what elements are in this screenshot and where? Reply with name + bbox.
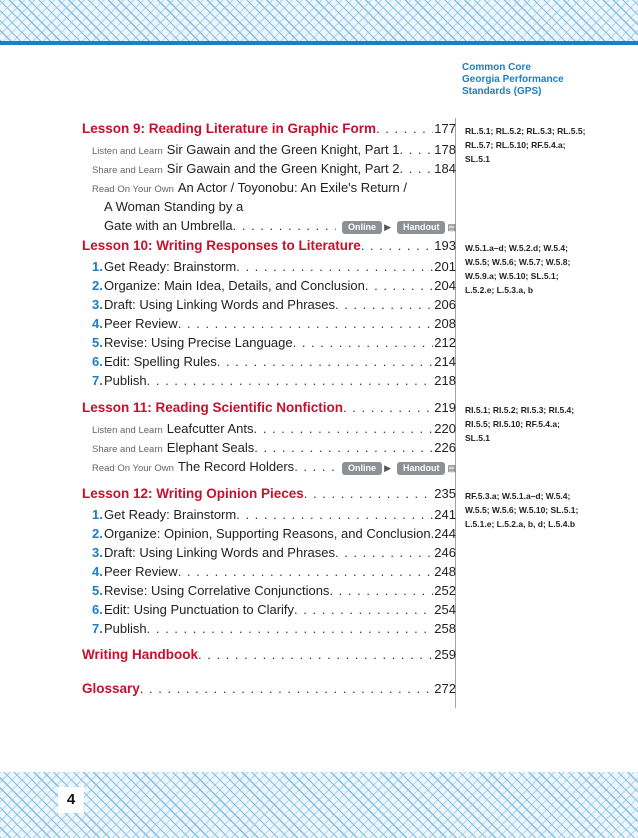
lesson-title-row[interactable] (82, 235, 456, 257)
page-number: 241 (434, 507, 456, 522)
page-number: 258 (434, 621, 456, 636)
item-number: 7. (92, 373, 103, 388)
lesson-9 (82, 118, 456, 235)
section-tag: Listen and Learn (92, 146, 163, 157)
standards-line: RL.5.7; RL.5.10; RF.5.4.a; (465, 140, 566, 150)
handout-badge[interactable]: Handout (397, 462, 446, 475)
dot-leader (399, 140, 433, 159)
item-title: Edit: Using Punctuation to Clarify (104, 602, 295, 617)
lesson-12-standards (465, 489, 605, 531)
item-title: Organize: Opinion, Supporting Reasons, and Conclusion (104, 526, 431, 541)
standards-header (462, 62, 592, 98)
toc-item[interactable] (82, 140, 456, 159)
toc-item[interactable] (82, 438, 456, 457)
section-tag: Share and Learn (92, 444, 163, 455)
toc-item[interactable] (82, 419, 456, 438)
item-number: 2. (92, 526, 103, 541)
section-tag: Read On Your Own (92, 184, 174, 195)
dot-leader (217, 352, 434, 371)
item-title: The Record Holders (177, 459, 295, 474)
lesson-title-row[interactable] (82, 483, 456, 505)
item-number: 4. (92, 316, 103, 331)
dot-leader (147, 371, 434, 390)
handout-icon: ▤ (447, 222, 456, 232)
lesson-12 (82, 483, 456, 638)
toc-item[interactable] (82, 314, 456, 333)
page-number: 219 (434, 400, 456, 415)
item-number: 5. (92, 583, 103, 598)
online-badge[interactable]: Online (342, 221, 382, 234)
toc-item[interactable] (82, 352, 456, 371)
item-title: Peer Review (104, 316, 178, 331)
online-icon: ▶ (384, 222, 391, 232)
lesson-11 (82, 397, 456, 476)
lesson-title: Lesson 11: Reading Scientific Nonfiction (82, 400, 344, 415)
standards-line: RL.5.1; RL.5.2; RL.5.3; RL.5.5; (465, 126, 586, 136)
toc-item[interactable] (82, 276, 456, 295)
item-title: Sir Gawain and the Green Knight, Part 2 (166, 161, 400, 176)
dot-leader (233, 216, 336, 235)
page-number: 248 (434, 564, 456, 579)
item-number: 6. (92, 354, 103, 369)
dot-leader (178, 314, 434, 333)
lesson-10 (82, 235, 456, 390)
page-number: 220 (434, 421, 456, 436)
section-tag: Listen and Learn (92, 425, 163, 436)
standards-line: W.5.5; W.5.6; W.5.10; SL.5.1; (465, 505, 579, 515)
dot-leader (304, 483, 434, 505)
toc-item-continued (82, 197, 456, 216)
item-title: Sir Gawain and the Green Knight, Part 1 (166, 142, 400, 157)
dot-leader (376, 118, 433, 140)
lesson-title: Lesson 10: Writing Responses to Literature (82, 238, 361, 253)
bottom-pattern-band (0, 772, 638, 838)
handout-badge[interactable]: Handout (397, 221, 446, 234)
lesson-title-row[interactable] (82, 397, 456, 419)
dot-leader (254, 438, 433, 457)
toc-item[interactable] (82, 159, 456, 178)
toc-item[interactable] (82, 619, 456, 638)
page-number: 226 (434, 440, 456, 455)
dot-leader (335, 295, 433, 314)
dot-leader (399, 159, 433, 178)
page-number: 212 (434, 335, 456, 350)
standards-line: RI.5.1; RI.5.2; RI.5.3; RI.5.4; (465, 405, 575, 415)
page-number: 184 (434, 161, 456, 176)
toc-item[interactable] (82, 505, 456, 524)
item-title: A Woman Standing by a (104, 199, 244, 214)
standards-line: W.5.9.a; W.5.10; SL.5.1; (465, 271, 559, 281)
dot-leader (294, 600, 433, 619)
toc-item[interactable] (82, 178, 456, 197)
item-title: Revise: Using Correlative Conjunctions (104, 583, 330, 598)
dot-leader (343, 397, 433, 419)
toc-item[interactable] (82, 457, 456, 476)
item-title: Publish (104, 373, 147, 388)
dot-leader (140, 678, 434, 700)
lesson-title-row[interactable] (82, 118, 456, 140)
standards-line: RI.5.5; RI.5.10; RF.5.4.a; (465, 419, 560, 429)
page-number: 201 (434, 259, 456, 274)
page-number: 252 (434, 583, 456, 598)
item-title: Draft: Using Linking Words and Phrases (104, 545, 335, 560)
standards-header-line: Georgia Performance (462, 74, 564, 85)
dot-leader (329, 581, 433, 600)
toc-item[interactable] (82, 524, 456, 543)
dot-leader (198, 644, 433, 666)
item-title: Gate with an Umbrella (104, 218, 233, 233)
lesson-11-standards (465, 403, 605, 445)
lesson-10-standards (465, 241, 605, 297)
item-title: Leafcutter Ants (166, 421, 254, 436)
lesson-title: Lesson 12: Writing Opinion Pieces (82, 486, 304, 501)
page-number: 246 (434, 545, 456, 560)
page-number: 272 (434, 681, 456, 696)
standards-header-line: Standards (GPS) (462, 86, 542, 97)
item-title: Revise: Using Precise Language (104, 335, 293, 350)
item-title: Organize: Main Idea, Details, and Conclusion (104, 278, 365, 293)
dot-leader (236, 257, 433, 276)
online-badge[interactable]: Online (342, 462, 382, 475)
dot-leader (335, 543, 433, 562)
dot-leader (254, 419, 434, 438)
online-icon: ▶ (384, 463, 391, 473)
standards-line: SL.5.1 (465, 433, 491, 443)
item-title: Edit: Spelling Rules (104, 354, 217, 369)
page-number: 208 (434, 316, 456, 331)
item-number: 5. (92, 335, 103, 350)
toc-item[interactable] (82, 581, 456, 600)
lesson-title-row[interactable] (82, 678, 456, 700)
dot-leader (293, 333, 434, 352)
item-title: Get Ready: Brainstorm (104, 259, 237, 274)
item-number: 3. (92, 545, 103, 560)
dot-leader (236, 505, 433, 524)
item-number: 4. (92, 564, 103, 579)
dot-leader (365, 276, 433, 295)
standards-line: L.5.1.e; L.5.2.a, b, d; L.5.4.b (465, 519, 576, 529)
toc-item[interactable] (82, 257, 456, 276)
item-title: Elephant Seals (166, 440, 255, 455)
toc-item[interactable] (82, 371, 456, 390)
page-number: 244 (434, 526, 456, 541)
item-number: 1. (92, 507, 103, 522)
lesson-title: Writing Handbook (82, 647, 198, 662)
item-title: Get Ready: Brainstorm (104, 507, 237, 522)
dot-leader (147, 619, 434, 638)
item-number: 2. (92, 278, 103, 293)
writing-handbook-entry (82, 644, 456, 666)
top-pattern-band (0, 0, 638, 45)
lesson-title: Glossary (82, 681, 140, 696)
toc-item[interactable] (82, 333, 456, 352)
page-number: 193 (434, 238, 456, 253)
glossary-entry (82, 678, 456, 700)
lesson-title: Lesson 9: Reading Literature in Graphic Form (82, 121, 377, 136)
item-number: 3. (92, 297, 103, 312)
item-title: Peer Review (104, 564, 178, 579)
standards-header-line: Common Core (462, 62, 531, 73)
item-number: 1. (92, 259, 103, 274)
standards-line: W.5.5; W.5.6; W.5.7; W.5.8; (465, 257, 571, 267)
toc-item[interactable] (82, 543, 456, 562)
page-number: 254 (434, 602, 456, 617)
page-number: 177 (434, 121, 456, 136)
page-number: 204 (434, 278, 456, 293)
page-number: 218 (434, 373, 456, 388)
section-tag: Read On Your Own (92, 463, 174, 474)
toc-item[interactable] (82, 295, 456, 314)
toc-item[interactable] (82, 562, 456, 581)
lesson-title-row[interactable] (82, 644, 456, 666)
page-number: 178 (434, 142, 456, 157)
item-number: 7. (92, 621, 103, 636)
item-title: An Actor / Toyonobu: An Exile's Return / (177, 180, 408, 195)
dot-leader (294, 457, 336, 476)
dot-leader (178, 562, 434, 581)
dot-leader (361, 235, 433, 257)
handout-icon: ▤ (447, 463, 456, 473)
standards-line: W.5.1.a–d; W.5.2.d; W.5.4; (465, 243, 568, 253)
item-title: Publish (104, 621, 147, 636)
page-number: 214 (434, 354, 456, 369)
standards-line: SL.5.1 (465, 154, 491, 164)
page-number: 235 (434, 486, 456, 501)
lesson-9-standards (465, 124, 605, 166)
section-tag: Share and Learn (92, 165, 163, 176)
standards-line: L.5.2.e; L.5.3.a, b (465, 285, 534, 295)
page-number-badge: 4 (58, 787, 84, 813)
page-number: 259 (434, 647, 456, 662)
toc-item-continued (82, 216, 456, 235)
item-title: Draft: Using Linking Words and Phrases (104, 297, 335, 312)
page-number: 206 (434, 297, 456, 312)
item-number: 6. (92, 602, 103, 617)
standards-line: RF.5.3.a; W.5.1.a–d; W.5.4; (465, 491, 571, 501)
toc-item[interactable] (82, 600, 456, 619)
